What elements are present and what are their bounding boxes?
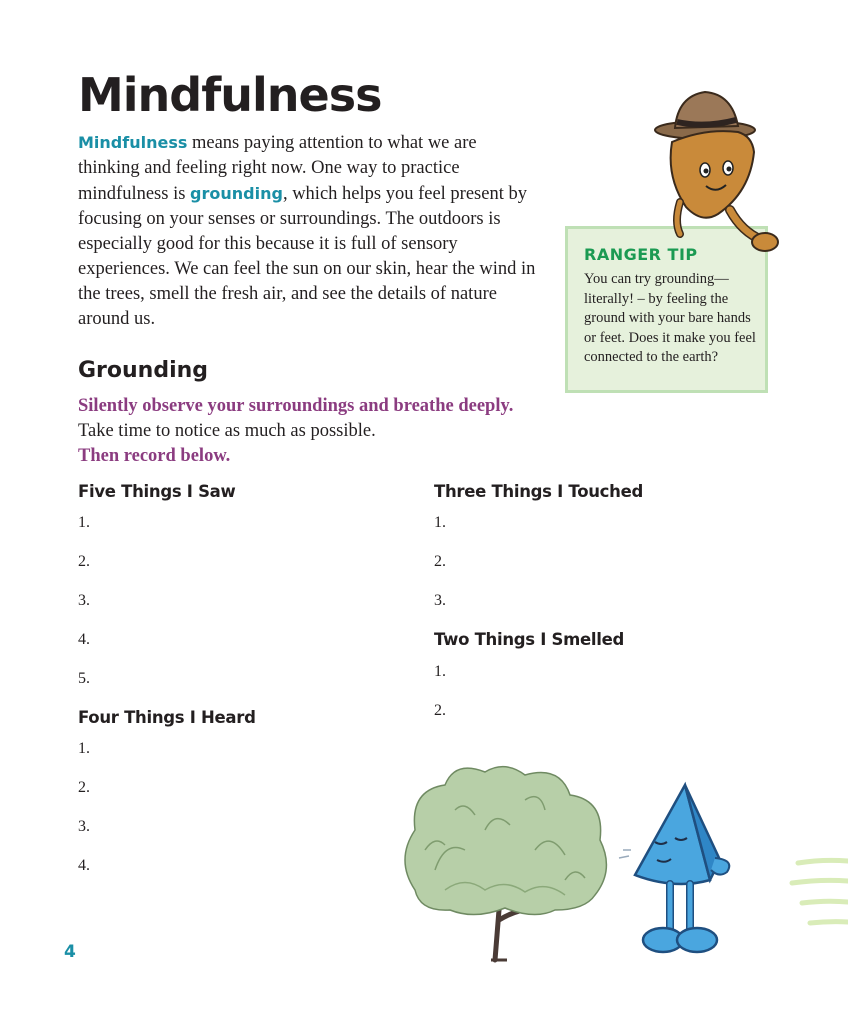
list-item: 1.: [434, 514, 446, 531]
page-title: Mindfulness: [78, 68, 382, 122]
list-item: 3.: [434, 592, 446, 609]
ranger-tip-title: RANGER TIP: [584, 245, 698, 264]
tree-illustration: [395, 760, 615, 965]
list-title-saw: Five Things I Saw: [78, 482, 236, 501]
list-item: 2.: [434, 702, 446, 719]
grounding-heading: Grounding: [78, 358, 209, 383]
list-title-heard: Four Things I Heard: [78, 708, 256, 727]
intro-text-2: , which helps you feel present by focusing on your senses or surroundings. The outdoors is especially good for this because it is full of sensory experiences. We can feel the sun on our skin, hear the wind in the trees, smell the fresh air, and see the details of nature around us.: [78, 184, 536, 329]
instruction-normal: Take time to notice as much as possible.: [78, 421, 376, 441]
page-number: 4: [64, 942, 76, 962]
list-item: 4.: [78, 631, 90, 648]
ranger-acorn-character: [650, 82, 785, 257]
list-item: 2.: [434, 553, 446, 570]
list-item: 1.: [78, 514, 90, 531]
list-item: 3.: [78, 818, 90, 835]
intro-text-1: means paying attention to what we are thinking and feeling right now. One way to practice mindfulness is: [78, 133, 477, 204]
keyword-mindfulness: Mindfulness: [78, 133, 188, 152]
list-item: 1.: [434, 663, 446, 680]
list-item: 2.: [78, 779, 90, 796]
ranger-tip-body: You can try grounding—literally! – by feeling the ground with your bare hands or feet. Does it make you feel connected to the earth?: [584, 271, 756, 365]
grounding-instructions: [78, 394, 518, 469]
intro-paragraph: [78, 130, 538, 332]
list-item: 5.: [78, 670, 90, 687]
list-item: 4.: [78, 857, 90, 874]
instruction-bold-1: Silently observe your surroundings and breathe deeply.: [78, 396, 514, 416]
keyword-grounding: grounding: [190, 184, 283, 203]
blue-prism-character: [615, 780, 745, 960]
instruction-bold-2: Then record below.: [78, 446, 231, 466]
list-item: 3.: [78, 592, 90, 609]
list-item: 1.: [78, 740, 90, 757]
list-title-touched: Three Things I Touched: [434, 482, 644, 501]
list-title-smelled: Two Things I Smelled: [434, 630, 625, 649]
list-item: 2.: [78, 553, 90, 570]
decorative-lines: [788, 855, 848, 930]
